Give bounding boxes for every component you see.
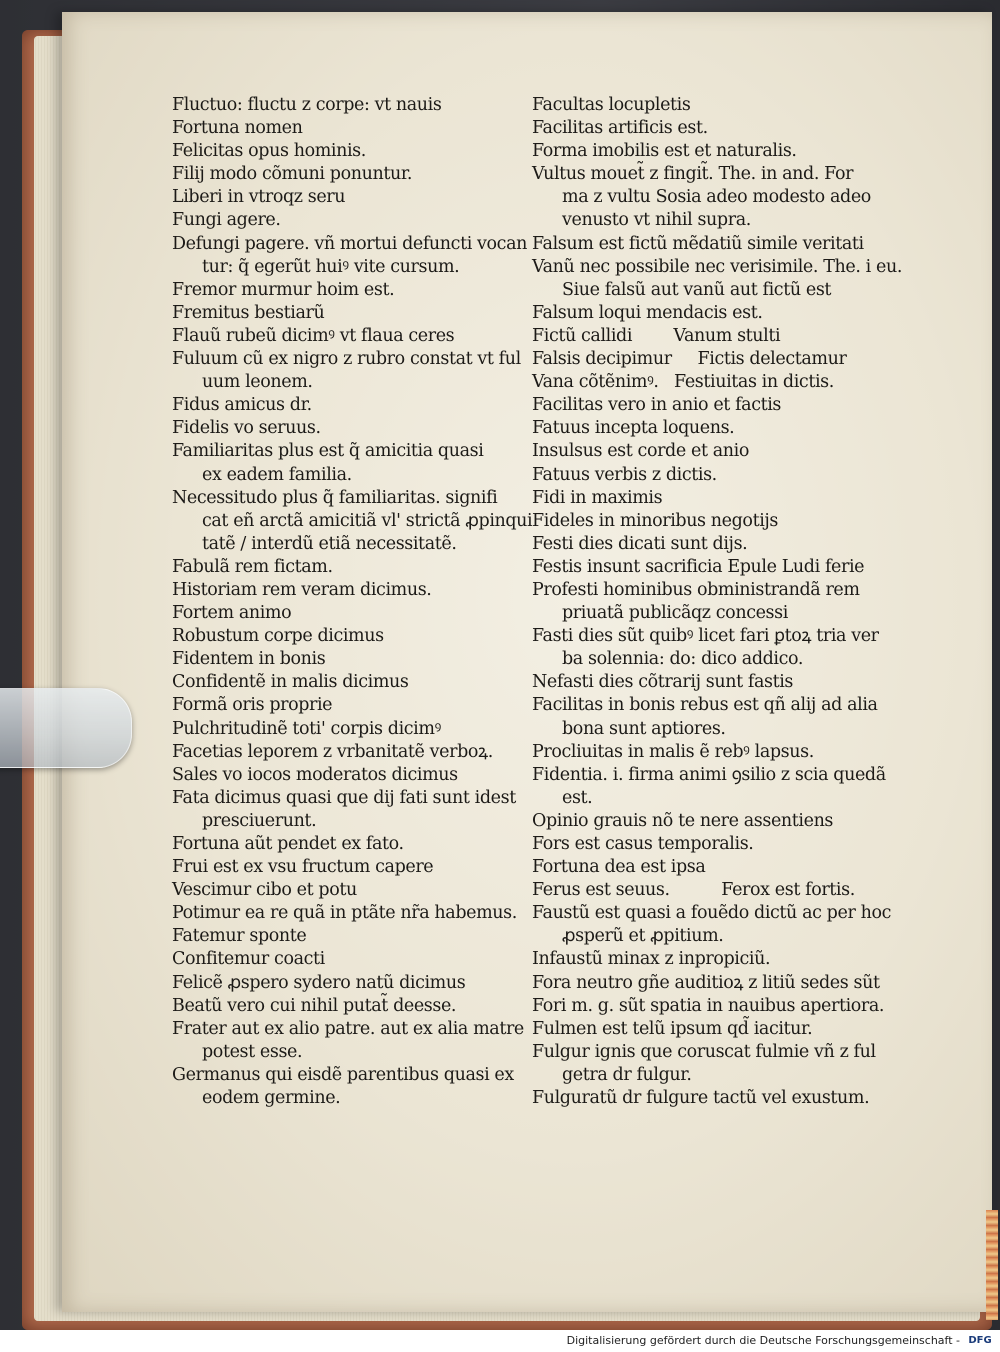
- bleed-through: [922, 72, 1000, 972]
- text-line: venusto vt nihil supra.: [562, 210, 751, 231]
- text-line: Infaustũ minax z inpropiciũ.: [532, 949, 771, 970]
- text-line: ex eadem familia.: [202, 464, 352, 485]
- text-line: cat eñ arctã amicitiã vl' strictã ꝓpinqui: [202, 510, 533, 531]
- text-line: Flauũ rubeũ dicimꝰ vt flaua ceres: [172, 325, 455, 346]
- text-line: Facilitas artificis est.: [532, 118, 708, 139]
- text-line: Vescimur cibo et potu: [172, 880, 357, 901]
- text-line: Fidus amicus dr.: [172, 395, 312, 416]
- text-line: Familiaritas plus est q̃ amicitia quasi: [172, 441, 484, 462]
- text-line: Fulmen est telũ ipsum qd̃ iacitur.: [532, 1018, 813, 1039]
- text-line: Frater aut ex alio patre. aut ex alia matre: [172, 1018, 524, 1039]
- text-line: Fidi in maximis: [532, 487, 663, 508]
- text-line: Falsis decipimur Fictis delectamur: [532, 349, 847, 370]
- text-line: ba solennia: do: dico addico.: [562, 649, 804, 670]
- dfg-logo: DFG: [968, 1335, 992, 1346]
- text-line: Defungi pagere. vñ mortui defuncti vocan: [172, 233, 527, 254]
- text-line: Felicẽ ꝓspero sydero natũ dicimus: [172, 972, 466, 993]
- text-line: uum leonem.: [202, 372, 313, 393]
- text-line: Historiam rem veram dicimus.: [172, 579, 432, 600]
- text-line: Confidentẽ in malis dicimus: [172, 672, 409, 693]
- text-line: Facilitas vero in anio et factis: [532, 395, 781, 416]
- text-line: Profesti hominibus obministrandã rem: [532, 579, 860, 600]
- bookmark-ribbon: [986, 1210, 998, 1320]
- text-line: Vanũ nec possibile nec verisimile. The. i eu.: [532, 256, 902, 277]
- text-line: Vana cõtẽnimꝰ. Festiuitas in dictis.: [532, 372, 834, 393]
- text-line: Fortuna aũt pendet ex fato.: [172, 834, 404, 854]
- text-line: Insulsus est corde et anio: [532, 441, 749, 462]
- right-column: [532, 94, 902, 1110]
- text-line: Fuluum cũ ex nigro z rubro constat vt ful: [172, 349, 521, 370]
- text-line: Procliuitas in malis ẽ rebꝰ lapsus.: [532, 741, 814, 762]
- text-line: Forma imobilis est et naturalis.: [532, 141, 797, 162]
- text-line: Formã oris proprie: [172, 695, 333, 716]
- text-line: ꝓsperũ et ꝓpitium.: [562, 926, 724, 947]
- text-line: Pulchritudinẽ toti' corpis dicimꝰ: [172, 718, 441, 739]
- text-line: Filij modo cõmuni ponuntur.: [172, 164, 413, 185]
- text-line: Fatuus incepta loquens.: [532, 418, 735, 439]
- funding-credit: Digitalisierung gefördert durch die Deutsche Forschungsgemeinschaft -: [566, 1334, 960, 1347]
- text-line: Falsum est fictũ mẽdatiũ simile veritati: [532, 233, 864, 254]
- text-line: priuatã publicãqz concessi: [562, 603, 788, 624]
- text-line: Necessitudo plus q̃ familiaritas. signifi: [172, 487, 498, 508]
- text-line: getra dr fulgur.: [562, 1064, 692, 1085]
- text-line: Liberi in vtroqz seru: [172, 187, 346, 208]
- text-line: est.: [562, 787, 593, 808]
- text-line: Germanus qui eisdẽ parentibus quasi ex: [172, 1064, 514, 1085]
- text-line: Fortuna dea est ipsa: [532, 857, 706, 878]
- text-line: Fluctuo: fluctu z corpe: vt nauis: [172, 95, 442, 115]
- text-line: Opinio grauis nõ te nere assentiens: [532, 810, 834, 831]
- text-line: Fulguratũ dr fulgure tactũ vel exustum.: [532, 1088, 870, 1109]
- text-line: Siue falsũ aut vanũ aut fictũ est: [562, 279, 832, 300]
- text-line: tatẽ / interdũ etiã necessitatẽ.: [202, 533, 457, 554]
- text-line: Robustum corpe dicimus: [172, 626, 384, 647]
- text-line: bona sunt aptiores.: [562, 718, 726, 739]
- text-line: Fatemur sponte: [172, 926, 307, 947]
- text-line: Festis insunt sacrificia Epule Ludi ferie: [532, 556, 865, 577]
- text-line: Potimur ea re quã in ptãte nr̃a habemus.: [172, 903, 517, 924]
- text-line: Vultus mouet̃ z fingit̃. The. in and. For: [532, 164, 854, 185]
- text-line: Facilitas in bonis rebus est qñ alij ad alia: [532, 695, 878, 716]
- text-line: Facultas locupletis: [532, 95, 691, 115]
- text-line: Felicitas opus hominis.: [172, 141, 366, 162]
- text-line: Faustũ est quasi a fouẽdo dictũ ac per hoc: [532, 903, 891, 924]
- text-line: Fors est casus temporalis.: [532, 834, 754, 854]
- bookmark-slip: [0, 688, 132, 768]
- text-line: Beatũ vero cui nihil putat̃ deesse.: [172, 995, 457, 1016]
- text-line: presciuerunt.: [202, 810, 317, 831]
- text-line: Fidentem in bonis: [172, 649, 326, 670]
- text-line: Fortuna nomen: [172, 118, 303, 139]
- text-line: Fremitus bestiarũ: [172, 302, 325, 323]
- text-line: ma z vultu Sosia adeo modesto adeo: [562, 187, 871, 208]
- footer-bar: [0, 1330, 1000, 1352]
- text-line: Fidelis vo seruus.: [172, 418, 321, 439]
- text-line: Fabulã rem fictam.: [172, 556, 333, 577]
- text-line: Fasti dies sũt quibꝰ licet fari ꝑtoꝝ tria ver: [532, 626, 879, 647]
- text-line: Fata dicimus quasi que dij fati sunt idest: [172, 787, 516, 808]
- text-line: Fatuus verbis z dictis.: [532, 464, 717, 485]
- text-line: Fungi agere.: [172, 210, 281, 231]
- text-line: Fora neutro gñe auditioꝝ z litiũ sedes sũt: [532, 972, 880, 993]
- text-line: eodem germine.: [202, 1088, 341, 1109]
- text-line: Fictũ callidi Vanum stulti: [532, 325, 781, 346]
- text-line: Nefasti dies cõtrarij sunt fastis: [532, 672, 793, 693]
- text-line: tur: q̃ egerũt huiꝰ vite cursum.: [202, 256, 460, 277]
- left-column: [172, 94, 532, 1110]
- text-line: Sales vo iocos moderatos dicimus: [172, 764, 458, 785]
- text-line: potest esse.: [202, 1041, 303, 1062]
- text-line: Ferus est seuus. Ferox est fortis.: [532, 880, 855, 901]
- text-line: Fidentia. i. firma animi ꝯsilio z scia quedã: [532, 764, 886, 785]
- text-line: Fremor murmur hoim est.: [172, 279, 395, 300]
- text-line: Fortem animo: [172, 603, 292, 624]
- text-line: Facetias leporem z vrbanitatẽ verboꝝ.: [172, 741, 493, 762]
- text-line: Festi dies dicati sunt dijs.: [532, 533, 748, 554]
- text-line: Falsum loqui mendacis est.: [532, 302, 763, 323]
- text-line: Fori m. g. sũt spatia in nauibus apertiora.: [532, 995, 885, 1016]
- text-line: Fulgur ignis que coruscat fulmie vñ z ful: [532, 1041, 876, 1062]
- text-line: Confitemur coacti: [172, 949, 325, 970]
- text-line: Fideles in minoribus negotijs: [532, 510, 779, 531]
- text-line: Frui est ex vsu fructum capere: [172, 857, 434, 878]
